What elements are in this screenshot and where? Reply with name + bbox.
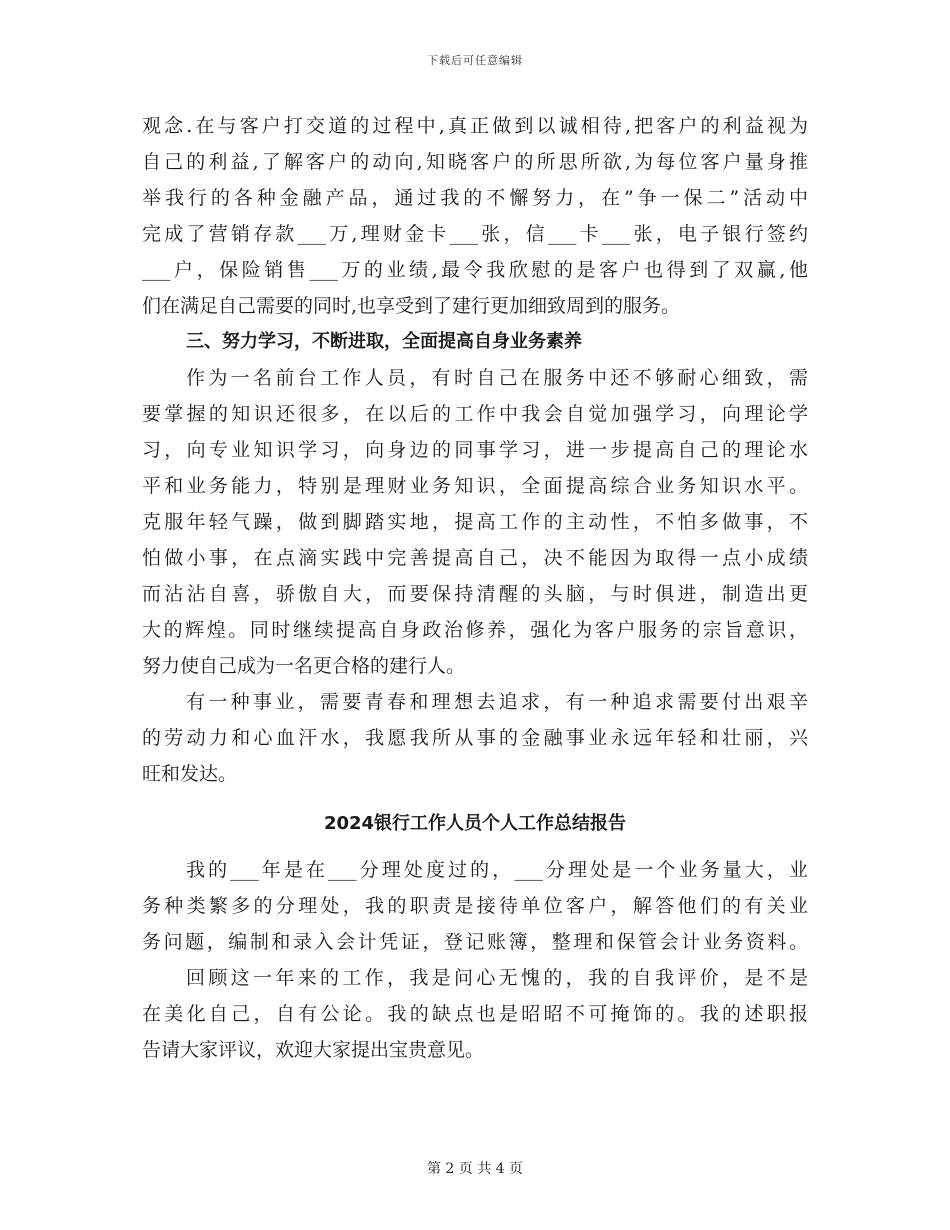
text-line: 克服年轻气躁，做到脚踏实地，提高工作的主动性，不怕多做事，不 bbox=[142, 511, 808, 533]
text-line: 有一种事业，需要青春和理想去追求，有一种追求需要付出艰辛 bbox=[186, 691, 808, 713]
text-line: 回顾这一年来的工作，我是问心无愧的，我的自我评价，是不是 bbox=[186, 967, 808, 989]
paragraph-study bbox=[142, 360, 808, 684]
text-line: 而沾沾自喜，骄傲自大，而要保持清醒的头脑，与时俱进，制造出更 bbox=[142, 583, 808, 605]
text-line: 平和业务能力，特别是理财业务知识，全面提高综合业务知识水平。 bbox=[142, 475, 808, 497]
text-line: 务种类繁多的分理处，我的职责是接待单位客户，解答他们的有关业 bbox=[142, 895, 808, 917]
text-line: 的劳动力和心血汗水，我愿我所从事的金融事业永远年轻和壮丽，兴 bbox=[142, 727, 808, 749]
text-line: 举我行的各种金融产品，通过我的不懈努力，在”争一保二”活动中 bbox=[142, 187, 808, 209]
paragraph-customer-service bbox=[142, 108, 808, 324]
text-line: 自己的利益,了解客户的动向,知晓客户的所思所欲,为每位客户量身推 bbox=[142, 151, 808, 173]
header-note: 下载后可任意编辑 bbox=[427, 54, 523, 67]
paragraph-career bbox=[142, 684, 808, 792]
text-line: 务问题，编制和录入会计凭证，登记账簿，整理和保管会计业务资料。 bbox=[142, 931, 808, 953]
text-line: 怕做小事，在点滴实践中完善提高自己，决不能因为取得一点小成绩 bbox=[142, 547, 808, 569]
section-heading: 三、努力学习，不断进取，全面提高自身业务素养 bbox=[186, 331, 582, 352]
document-title: 2024银行工作人员个人工作总结报告 bbox=[323, 813, 627, 834]
paragraph-duties bbox=[142, 852, 808, 960]
page-number: 第 2 页 共 4 页 bbox=[426, 1161, 524, 1177]
text-line: 大的辉煌。同时继续提高自身政治修养，强化为客户服务的宗旨意识， bbox=[142, 619, 808, 641]
paragraph-review bbox=[142, 960, 808, 1068]
text-line: 观念.在与客户打交道的过程中,真正做到以诚相待,把客户的利益视为 bbox=[142, 115, 808, 137]
text-line: 作为一名前台工作人员，有时自己在服务中还不够耐心细致，需 bbox=[186, 367, 808, 389]
text-line: 在美化自己，自有公论。我的缺点也是昭昭不可掩饰的。我的述职报 bbox=[142, 1003, 808, 1025]
document-body bbox=[142, 108, 808, 1068]
text-line: 完成了营销存款___万,理财金卡___张，信___卡___张，电子银行签约 bbox=[142, 223, 808, 245]
text-line: 旺和发达。 bbox=[142, 763, 238, 785]
text-line: 努力使自己成为一名更合格的建行人。 bbox=[142, 655, 466, 677]
text-line: 我的___年是在___分理处度过的，___分理处是一个业务量大，业 bbox=[186, 859, 808, 881]
text-line: ___户，保险销售___万的业绩,最令我欣慰的是客户也得到了双赢,他 bbox=[142, 259, 808, 281]
text-line: 们在满足自己需要的同时,也享受到了建行更加细致周到的服务。 bbox=[142, 295, 681, 317]
text-line: 告请大家评议，欢迎大家提出宝贵意见。 bbox=[142, 1039, 485, 1061]
text-line: 习，向专业知识学习，向身边的同事学习，进一步提高自己的理论水 bbox=[142, 439, 808, 461]
text-line: 要掌握的知识还很多，在以后的工作中我会自觉加强学习，向理论学 bbox=[142, 403, 808, 425]
